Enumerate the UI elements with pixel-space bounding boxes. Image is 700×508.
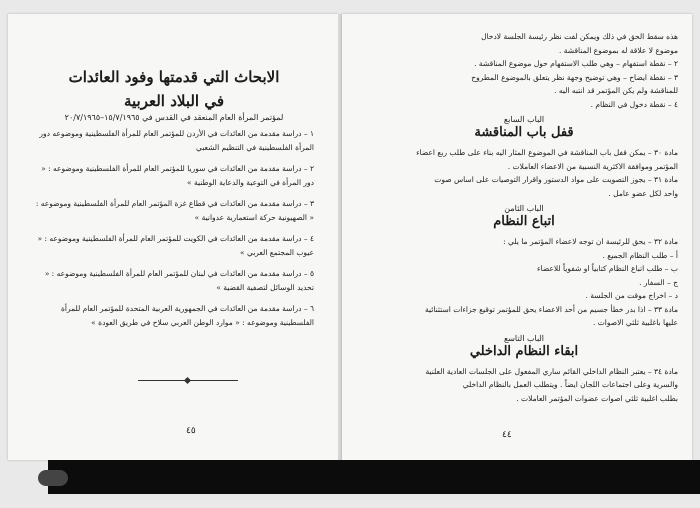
article-line: واحد لكل عضو عامل . xyxy=(608,188,678,198)
chapter-9-label: الباب التاسع xyxy=(503,333,545,343)
right-page-number: ٤٤ xyxy=(502,430,512,440)
chapter-7-label: الباب السابع xyxy=(503,115,545,124)
intro-line: موضوع لا علاقة له بموضوع المناقشة . xyxy=(558,45,678,55)
article-line: ب – طلب اتباع النظام كتابياً او شفوياً للاعضاء xyxy=(537,264,678,273)
intro-line: ٤ – نقطة دخول في النظام . xyxy=(590,99,678,109)
study-item: ٤ – دراسة مقدمة من العائدات في الكويت للمؤتمر العام للمرأة الفلسطينية وموضوعه : « عيوب المجتمع العربي » xyxy=(37,234,314,257)
left-page-title-line-2: في البلاد العربية xyxy=(123,92,224,110)
article-line: ج – السفار . xyxy=(639,277,678,287)
chapter-8-label: الباب الثامن xyxy=(504,204,544,213)
study-item: ٦ – دراسة مقدمة من العائدات في الجمهورية العربية المتحدة للمؤتمر العام للمرأة الفلسطينية وموضوعه : « موارد الوطن العربي سلاح في طريق العودة » xyxy=(60,304,314,327)
article-line: أ – طلب النظام الجميع . xyxy=(602,250,678,260)
left-page-title: الابحاث التي قدمتها وفود العائدات xyxy=(68,68,280,86)
study-item: ٣ – دراسة مقدمة من العائدات في قطاع غزة المؤتمر العام للمرأة الفلسطينية وموضوعه : « الصهيونية حركة استعمارية عدوانية » xyxy=(35,199,314,222)
left-page-subtitle: لمؤتمر المرأة العام المنعقد في القدس في ١٥/٧/١٩٦٥–٢٠/٧/١٩٦٥ xyxy=(64,113,284,122)
article-line: مادة ٣٢ – يحق للرئيسة ان توجه لاعضاء المؤتمر ما يلي : xyxy=(503,237,678,246)
intro-line: ٢ – نقطة استفهام – وهي طلب الاستفهام حول موضوع المناقشة . xyxy=(474,59,678,68)
chapter-7-title: قفل باب المناقشة xyxy=(474,125,574,140)
article-line: مادة ٣٠ – يمكن قفل باب المناقشة في الموضوع المثار اليه بناء على طلب ربع اعضاء xyxy=(416,148,678,157)
article-line: مادة ٣٤ – يعتبر النظام الداخلي القائم ساري المفعول على الجلسات العادية العلنية xyxy=(425,366,678,376)
intro-line: هذه سقط الحق في ذلك ويمكن لفت نظر رئيسة الجلسة لادخال xyxy=(481,32,678,41)
article-line: مادة ٣٣ – اذا بدر خطأ جسيم من أحد الاعضاء يحق للمؤتمر توقيع جزاءات استثنائية xyxy=(425,304,678,314)
left-page xyxy=(8,14,338,460)
article-line: المؤتمر وموافقة الاكثرية النسبية من الاعضاء العاملات . xyxy=(507,161,678,171)
article-line: والسرية وعلى اجتماعات اللجان ايضاً . ويتطلب العمل بالنظام الداخلي xyxy=(462,380,678,389)
right-page xyxy=(342,14,692,460)
article-line: بطلب اغلبية ثلثي اصوات عضوات المؤتمر العاملات . xyxy=(516,393,678,403)
left-page-content xyxy=(34,62,314,337)
chapter-9-title: ابقاء النظام الداخلي xyxy=(469,343,579,359)
ornament-divider xyxy=(138,380,238,381)
study-item: ١ – دراسة مقدمة من العائدات في الأردن للمؤتمر العام للمرأة الفلسطينية وموضوعه دور المرأة الفلسطينية في التنظيم الشعبي xyxy=(39,129,314,152)
scan-shadow-edge xyxy=(48,460,700,494)
chapter-8-title: اتباع النظام xyxy=(493,214,555,229)
article-line: د – اخراج موقت من الجلسة . xyxy=(585,291,678,300)
left-page-number: ٤٥ xyxy=(186,426,196,436)
study-item: ٢ – دراسة مقدمة من العائدات في سوريا للمؤتمر العام للمرأة الفلسطينية وموضوعه : « دور المرأة في التوعية والدعاية الوطنية » xyxy=(41,164,314,187)
intro-line: للمناقشة ولم يكن المؤتمر قد انتبه اليه . xyxy=(554,86,678,95)
right-page-content xyxy=(370,30,678,405)
intro-line: ٣ – نقطة ايضاح – وهي توضيح وجهة نظر يتعلق بالموضوع المطروح xyxy=(471,72,678,82)
article-line: مادة ٣١ – يجوز التصويت على مواد الدستور واقرار التوصيات على اساس صوت xyxy=(434,175,678,184)
study-item: ٥ – دراسة مقدمة من العائدات في لبنان للمؤتمر العام للمرأة الفلسطينية وموضوعه : « تحديد الوسائل لتصفية القضية » xyxy=(44,269,314,292)
article-line: عليها باغلبية ثلثي الاصوات . xyxy=(592,318,678,327)
